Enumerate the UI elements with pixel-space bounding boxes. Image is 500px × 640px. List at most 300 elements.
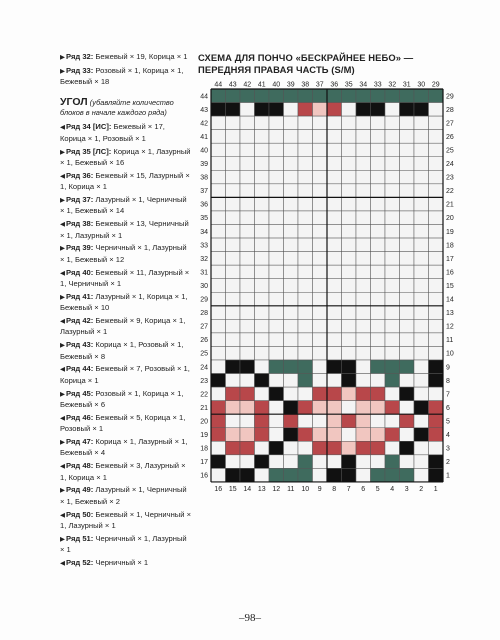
chart-cell [284, 319, 299, 333]
chart-cell [240, 116, 255, 130]
chart-cell [356, 468, 371, 482]
chart-cell [385, 333, 400, 347]
chart-cell [269, 414, 284, 428]
chart-cell [240, 252, 255, 266]
row-label-left: 20 [200, 418, 208, 426]
chart-cell [356, 197, 371, 211]
chart-cell [327, 346, 342, 360]
chart-cell [313, 225, 328, 239]
chart-cell [327, 414, 342, 428]
row-label-right: 1 [446, 472, 450, 480]
chart-cell [414, 238, 429, 252]
chart-cell [298, 197, 313, 211]
row-text: Бежевый × 19, Корица × 1 [95, 52, 188, 61]
knitting-chart [193, 79, 473, 524]
chart-cell [414, 170, 429, 184]
chart-cell [284, 265, 299, 279]
chart-cell [240, 360, 255, 374]
chart-cell [255, 401, 270, 415]
chart-cell [255, 265, 270, 279]
chart-cell [313, 292, 328, 306]
arrow-left-icon: ◀ [60, 124, 65, 132]
chart-cell [414, 401, 429, 415]
chart-cell [226, 387, 241, 401]
chart-cell [211, 414, 226, 428]
row-label: Ряд 32 : [66, 52, 95, 61]
chart-cell [371, 211, 386, 225]
chart-cell [371, 414, 386, 428]
chart-cell [313, 170, 328, 184]
chart-cell [414, 319, 429, 333]
row-text: Лазурный × 1, Черничный × 1, Бежевый × 2 [60, 485, 187, 506]
chart-cell [400, 238, 415, 252]
column-label-top: 35 [344, 81, 353, 89]
chart-cell [313, 374, 328, 388]
chart-cell [414, 89, 429, 103]
row-label-right: 20 [446, 215, 454, 223]
chart-cell [414, 225, 429, 239]
chart-cell [269, 401, 284, 415]
chart-cell [255, 346, 270, 360]
pattern-row-instruction [60, 510, 192, 532]
chart-cell [211, 103, 226, 117]
chart-cell [414, 197, 429, 211]
chart-cell [342, 225, 357, 239]
chart-cell [400, 252, 415, 266]
chart-cell [269, 279, 284, 293]
chart-cell [255, 211, 270, 225]
chart-cell [429, 441, 444, 455]
chart-cell [414, 157, 429, 171]
row-text: Бежевый × 17, Корица × 1, Розовый × 1 [60, 122, 165, 143]
chart-cell [269, 468, 284, 482]
chart-cell [429, 197, 444, 211]
column-label-bottom: 1 [433, 485, 438, 493]
row-label: Ряд 51 : [66, 534, 95, 543]
chart-cell [284, 184, 299, 198]
chart-cell [313, 360, 328, 374]
pattern-row-instruction [60, 340, 192, 362]
row-label-right: 15 [446, 282, 454, 290]
chart-cell [327, 197, 342, 211]
row-label-right: 4 [446, 432, 450, 440]
chart-cell [269, 292, 284, 306]
chart-cell [356, 306, 371, 320]
column-label-top: 41 [257, 81, 266, 89]
chart-cell [342, 184, 357, 198]
row-text: Бежевый × 15, Лазурный × 1, Корица × 1 [60, 170, 190, 192]
chart-cell [313, 103, 328, 117]
row-label: Ряд 50 : [66, 510, 95, 519]
chart-cell [327, 360, 342, 374]
chart-cell [429, 211, 444, 225]
chart-cell [327, 157, 342, 171]
chart-cell [414, 211, 429, 225]
chart-cell [284, 428, 299, 442]
chart-cell [342, 252, 357, 266]
chart-cell [327, 252, 342, 266]
chart-cell [429, 374, 444, 388]
row-label: Ряд 33 : [66, 66, 95, 75]
chart-cell [313, 238, 328, 252]
chart-cell [429, 265, 444, 279]
chart-cell [226, 252, 241, 266]
row-label-left: 16 [200, 472, 208, 480]
row-label-left: 38 [200, 174, 208, 182]
chart-cell [226, 428, 241, 442]
row-label-right: 3 [446, 445, 450, 453]
chart-cell [429, 360, 444, 374]
chart-cell [414, 441, 429, 455]
chart-cell [240, 103, 255, 117]
row-label-right: 6 [446, 404, 450, 412]
chart-cell [371, 184, 386, 198]
chart-cell [284, 279, 299, 293]
chart-cell [385, 130, 400, 144]
chart-cell [313, 346, 328, 360]
column-label-top: 32 [388, 81, 397, 89]
chart-cell [385, 360, 400, 374]
chart-cell [240, 401, 255, 415]
chart-svg [193, 79, 473, 519]
chart-cell [371, 252, 386, 266]
chart-cell [255, 414, 270, 428]
chart-cell [313, 184, 328, 198]
chart-cell [240, 225, 255, 239]
row-text: Бежевый × 11, Лазурный × 1, Черничный × 1 [60, 267, 190, 289]
chart-cell [240, 333, 255, 347]
chart-cell [269, 374, 284, 388]
chart-cell [385, 279, 400, 293]
row-label-left: 31 [200, 269, 208, 277]
chart-cell [298, 401, 313, 415]
chart-cell [356, 103, 371, 117]
chart-cell [371, 292, 386, 306]
chart-cell [313, 455, 328, 469]
row-label-left: 37 [200, 188, 208, 196]
chart-cell [240, 468, 255, 482]
column-label-bottom: 7 [346, 485, 351, 493]
chart-cell [240, 319, 255, 333]
chart-cell [356, 455, 371, 469]
row-label: Ряд 37 : [66, 195, 95, 204]
chart-cell [429, 401, 444, 415]
chart-cell [226, 103, 241, 117]
chart-cell [284, 116, 299, 130]
chart-cell [371, 319, 386, 333]
chart-cell [226, 441, 241, 455]
chart-cell [226, 89, 241, 103]
chart-cell [298, 130, 313, 144]
row-label-right: 25 [446, 147, 454, 155]
chart-cell [284, 401, 299, 415]
chart-cell [298, 170, 313, 184]
row-label: Ряд 52 : [66, 558, 95, 567]
chart-cell [371, 428, 386, 442]
chart-cell [342, 116, 357, 130]
chart-cell [371, 333, 386, 347]
chart-cell [255, 103, 270, 117]
row-label-left: 36 [200, 201, 208, 209]
chart-cell [255, 252, 270, 266]
chart-cell [269, 306, 284, 320]
chart-cell [211, 184, 226, 198]
chart-cell [211, 455, 226, 469]
row-label-right: 10 [446, 350, 454, 358]
pattern-row-instruction [60, 485, 192, 507]
chart-cell [400, 360, 415, 374]
row-label-left: 33 [200, 242, 208, 250]
chart-cell [342, 265, 357, 279]
row-label-left: 26 [200, 337, 208, 345]
row-text: Черничный × 1 [95, 558, 149, 568]
chart-cell [429, 157, 444, 171]
chart-cell [400, 292, 415, 306]
chart-cell [298, 103, 313, 117]
chart-cell [400, 414, 415, 428]
column-label-bottom: 12 [272, 485, 281, 493]
chart-cell [226, 333, 241, 347]
chart-cell [298, 225, 313, 239]
chart-cell [342, 197, 357, 211]
chart-cell [269, 170, 284, 184]
arrow-right-icon: ▶ [60, 245, 65, 253]
chart-cell [255, 319, 270, 333]
chart-cell [313, 319, 328, 333]
chart-cell [371, 103, 386, 117]
chart-cell [356, 130, 371, 144]
chart-cell [255, 455, 270, 469]
arrow-right-icon: ▶ [60, 54, 65, 61]
chart-cell [240, 428, 255, 442]
column-label-top: 37 [315, 81, 324, 89]
chart-cell [371, 455, 386, 469]
chart-cell [414, 292, 429, 306]
column-label-bottom: 10 [301, 485, 310, 493]
chart-cell [226, 292, 241, 306]
chart-cell [211, 130, 226, 144]
chart-cell [414, 279, 429, 293]
row-label-left: 42 [200, 120, 208, 128]
arrow-left-icon: ◀ [60, 318, 65, 326]
chart-cell [327, 89, 342, 103]
chart-cell [385, 428, 400, 442]
arrow-right-icon: ▶ [60, 390, 65, 398]
chart-cell [211, 197, 226, 211]
chart-cell [226, 414, 241, 428]
row-label: Ряд 40 : [66, 268, 95, 277]
chart-cell [371, 265, 386, 279]
chart-cell [211, 225, 226, 239]
chart-cell [255, 184, 270, 198]
row-label-right: 14 [446, 296, 454, 304]
chart-cell [385, 143, 400, 157]
chart-cell [298, 455, 313, 469]
chart-cell [385, 401, 400, 415]
chart-cell [226, 455, 241, 469]
chart-cell [327, 170, 342, 184]
chart-cell [342, 387, 357, 401]
chart-cell [342, 170, 357, 184]
row-label-right: 2 [446, 459, 450, 467]
chart-cell [298, 306, 313, 320]
chart-cell [284, 333, 299, 347]
row-label-right: 28 [446, 106, 454, 114]
chart-cell [429, 170, 444, 184]
column-label-bottom: 14 [243, 485, 252, 493]
chart-cell [269, 319, 284, 333]
chart-cell [313, 333, 328, 347]
row-label: Ряд 46 : [66, 413, 95, 422]
chart-cell [400, 279, 415, 293]
chart-cell [255, 89, 270, 103]
row-label-left: 21 [200, 404, 208, 412]
pattern-row-instruction [60, 413, 192, 435]
chart-cell [240, 374, 255, 388]
chart-cell [298, 387, 313, 401]
chart-cell [356, 225, 371, 239]
row-label: Ряд 43 : [66, 340, 95, 349]
row-text: Бежевый × 7, Розовый × 1, Корица × 1 [60, 364, 190, 385]
chart-cell [385, 387, 400, 401]
chart-cell [298, 319, 313, 333]
chart-cell [414, 130, 429, 144]
chart-cell [327, 103, 342, 117]
chart-cell [211, 441, 226, 455]
row-label: Ряд 49 : [66, 485, 95, 494]
chart-cell [211, 319, 226, 333]
row-text: Корица × 1, Лазурный × 1, Бежевый × 16 [60, 146, 191, 168]
chart-cell [255, 197, 270, 211]
chart-cell [429, 468, 444, 482]
chart-cell [226, 225, 241, 239]
column-label-top: 30 [417, 81, 426, 89]
chart-cell [400, 89, 415, 103]
chart-cell [371, 346, 386, 360]
chart-cell [255, 157, 270, 171]
chart-cell [414, 387, 429, 401]
chart-cell [371, 170, 386, 184]
chart-cell [284, 197, 299, 211]
row-label-left: 39 [200, 161, 208, 169]
chart-cell [342, 414, 357, 428]
chart-cell [385, 157, 400, 171]
chart-cell [298, 441, 313, 455]
row-label-right: 16 [446, 269, 454, 277]
section-heading: УГОЛ [60, 95, 88, 108]
row-label-right: 12 [446, 323, 454, 331]
chart-cell [298, 211, 313, 225]
chart-cell [414, 428, 429, 442]
chart-cell [385, 346, 400, 360]
chart-cell [313, 279, 328, 293]
chart-cell [371, 116, 386, 130]
chart-cell [327, 130, 342, 144]
row-label-left: 44 [200, 93, 208, 101]
chart-cell [342, 455, 357, 469]
chart-cell [371, 401, 386, 415]
pattern-row-instruction [60, 316, 192, 338]
row-label-left: 19 [200, 432, 208, 440]
chart-cell [385, 170, 400, 184]
chart-cell [342, 428, 357, 442]
chart-cell [211, 265, 226, 279]
chart-cell [240, 211, 255, 225]
chart-cell [226, 401, 241, 415]
chart-cell [313, 116, 328, 130]
row-label-right: 23 [446, 174, 454, 182]
chart-cell [371, 306, 386, 320]
row-label-right: 26 [446, 133, 454, 141]
pattern-row-instruction [60, 292, 192, 314]
chart-cell [371, 197, 386, 211]
chart-cell [240, 292, 255, 306]
chart-cell [400, 441, 415, 455]
arrow-left-icon: ◀ [60, 414, 65, 422]
chart-cell [371, 157, 386, 171]
chart-cell [342, 279, 357, 293]
chart-cell [400, 116, 415, 130]
chart-cell [211, 468, 226, 482]
chart-cell [356, 333, 371, 347]
row-label: Ряд 38 : [66, 219, 95, 228]
chart-cell [298, 346, 313, 360]
chart-cell [284, 441, 299, 455]
chart-cell [226, 116, 241, 130]
chart-cell [284, 455, 299, 469]
row-label: Ряд 47 : [66, 437, 95, 446]
chart-cell [356, 292, 371, 306]
chart-cell [400, 130, 415, 144]
chart-cell [385, 306, 400, 320]
chart-cell [284, 414, 299, 428]
chart-cell [429, 89, 444, 103]
chart-cell [327, 238, 342, 252]
chart-cell [298, 184, 313, 198]
chart-cell [429, 103, 444, 117]
chart-cell [313, 265, 328, 279]
chart-cell [400, 306, 415, 320]
chart-cell [298, 265, 313, 279]
chart-cell [269, 116, 284, 130]
row-label-right: 5 [446, 418, 450, 426]
column-label-bottom: 13 [257, 485, 266, 493]
row-label-right: 29 [446, 93, 454, 101]
chart-cell [240, 414, 255, 428]
chart-cell [211, 116, 226, 130]
chart-cell [284, 157, 299, 171]
chart-cell [240, 184, 255, 198]
chart-cell [269, 103, 284, 117]
chart-cell [371, 279, 386, 293]
chart-cell [414, 360, 429, 374]
chart-cell [269, 197, 284, 211]
row-label: Ряд 36 : [66, 171, 95, 180]
chart-cell [240, 130, 255, 144]
arrow-right-icon: ▶ [60, 342, 65, 350]
chart-cell [429, 252, 444, 266]
chart-cell [429, 333, 444, 347]
chart-cell [356, 346, 371, 360]
chart-cell [400, 401, 415, 415]
chart-cell [385, 184, 400, 198]
chart-cell [269, 238, 284, 252]
chart-cell [385, 197, 400, 211]
chart-cell [211, 374, 226, 388]
chart-cell [269, 225, 284, 239]
row-label: Ряд 42 : [66, 316, 95, 325]
chart-cell [429, 184, 444, 198]
